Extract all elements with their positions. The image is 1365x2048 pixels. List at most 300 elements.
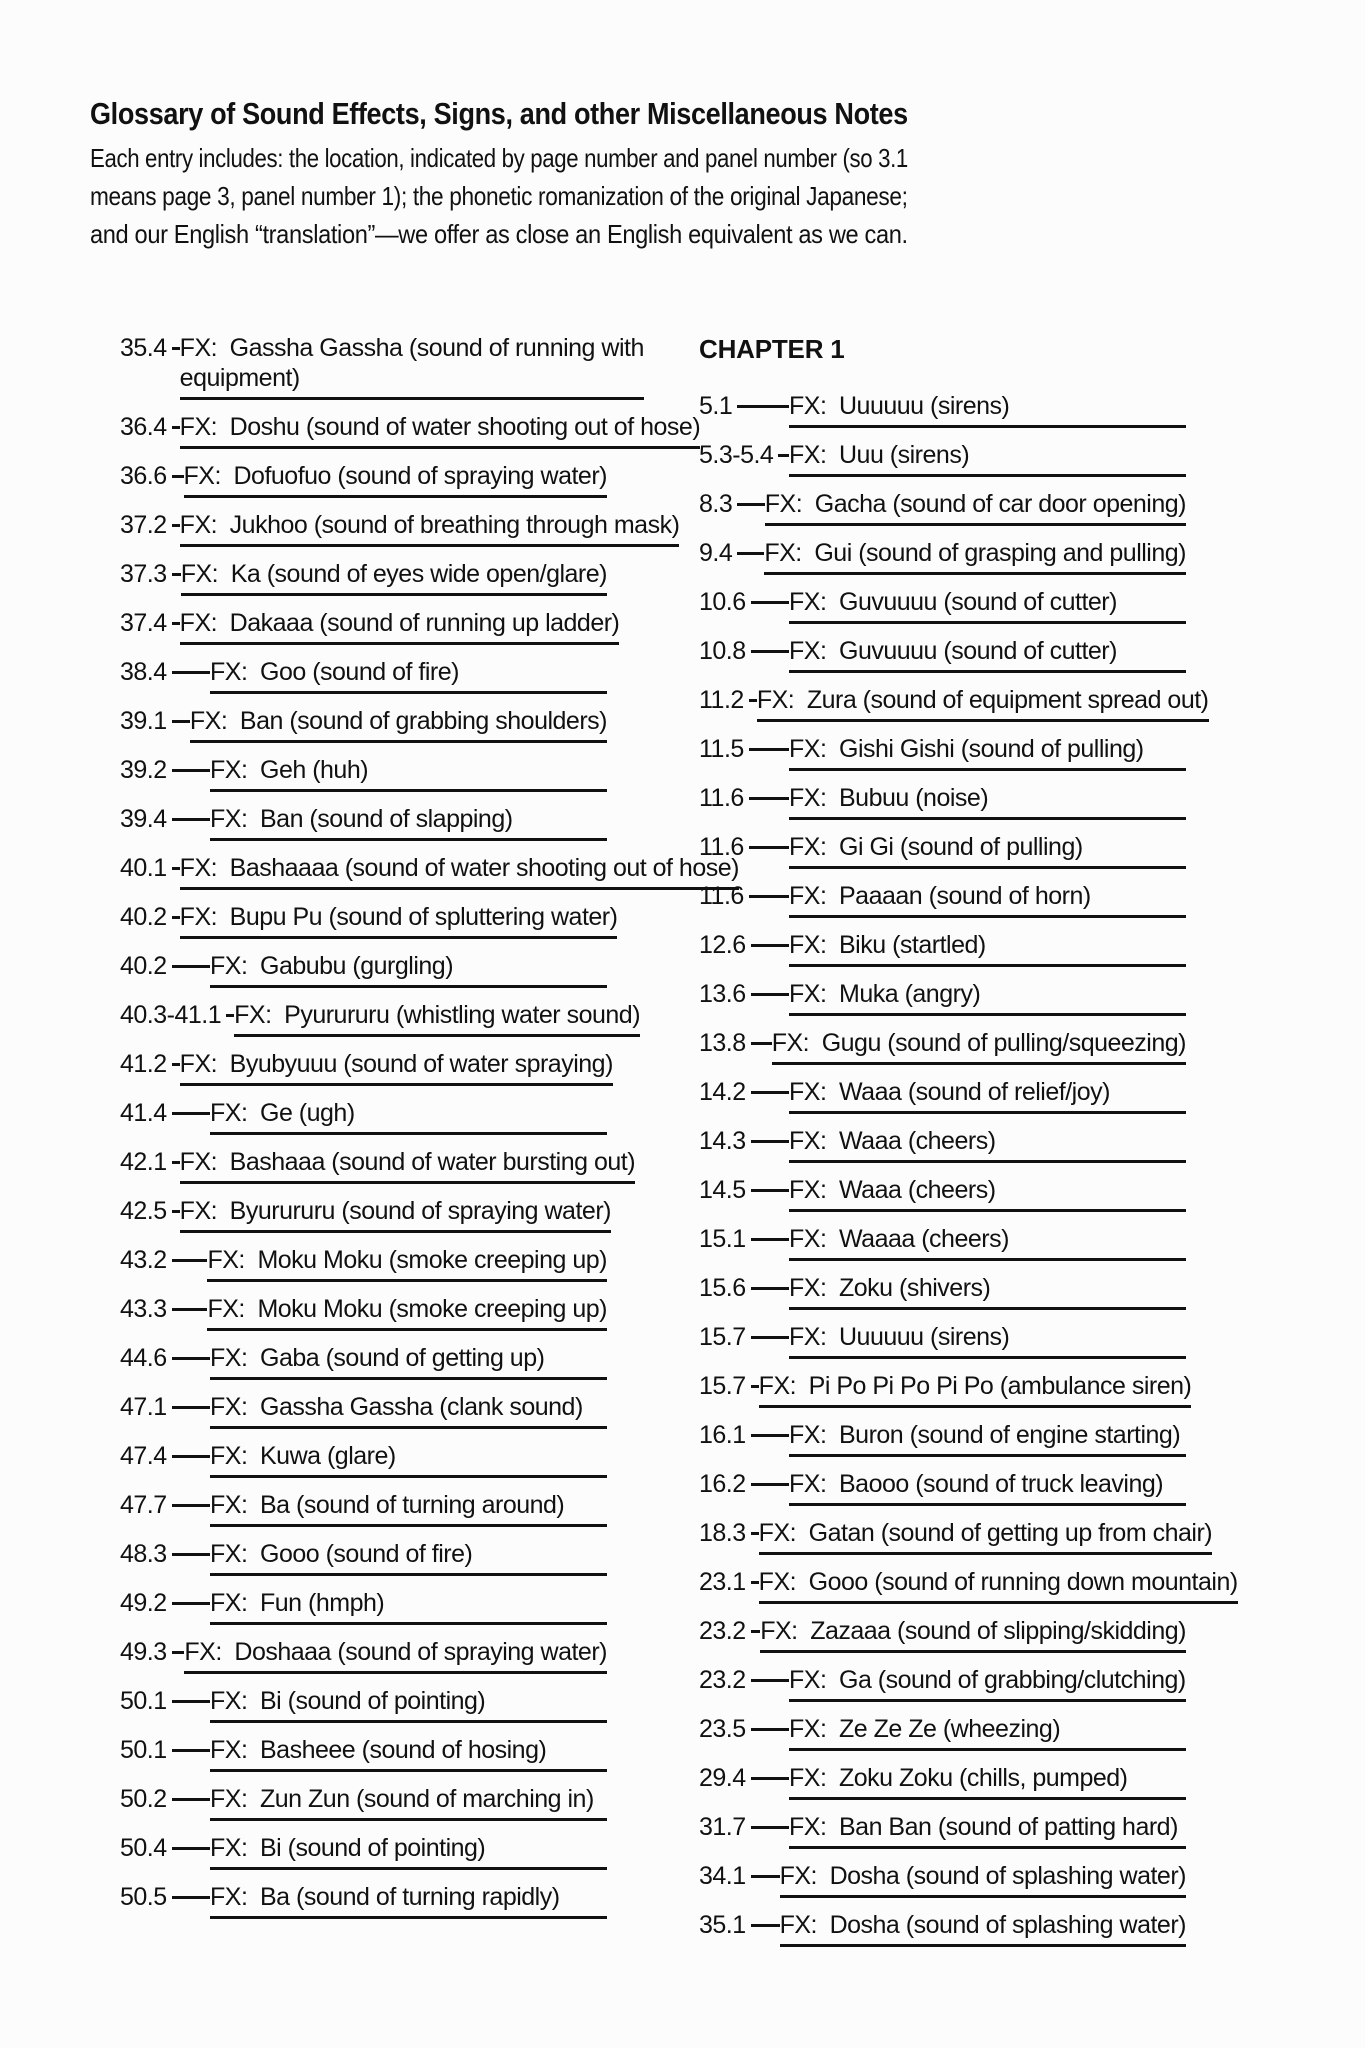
entry-location: 42.5	[120, 1197, 167, 1225]
leader-line	[778, 454, 789, 457]
entry-first-line	[210, 657, 607, 687]
entry-content	[789, 1224, 1186, 1261]
entry-first-line	[190, 706, 607, 736]
fx-label: FX:	[210, 1785, 248, 1813]
fx-label: FX:	[789, 1323, 827, 1351]
entry-content	[780, 1910, 1186, 1947]
leader-line	[751, 993, 789, 996]
entry-first-line	[789, 930, 1186, 960]
entry-first-line	[210, 1392, 607, 1422]
leader-line	[172, 1063, 180, 1066]
glossary-entry	[699, 734, 1186, 771]
fx-label: FX:	[210, 1883, 248, 1911]
entry-text: Buron (sound of engine starting)	[839, 1421, 1181, 1449]
entry-first-line	[180, 608, 620, 638]
entry-text: Doshu (sound of water shooting out of hose)	[229, 413, 701, 441]
glossary-entry	[699, 1028, 1186, 1065]
entry-location: 15.7	[699, 1372, 746, 1400]
entry-location: 23.2	[699, 1617, 746, 1645]
entry-text: Doshaaa (sound of spraying water)	[234, 1638, 607, 1666]
leader-line	[751, 1924, 780, 1927]
entry-first-line	[789, 1224, 1186, 1254]
leader-line	[172, 1651, 185, 1654]
glossary-entry	[699, 1175, 1186, 1212]
entry-first-line	[210, 1539, 607, 1569]
entry-first-line	[210, 1588, 607, 1618]
entry-text: Gui (sound of grasping and pulling)	[814, 539, 1186, 567]
fx-label: FX:	[207, 1246, 245, 1274]
glossary-entry	[699, 1616, 1186, 1653]
leader-line	[751, 1777, 789, 1780]
entry-location: 40.3-41.1	[120, 1001, 222, 1029]
entry-text: Geh (huh)	[260, 756, 369, 784]
entry-content	[180, 608, 620, 645]
entry-text: Uuuuuu (sirens)	[839, 392, 1010, 420]
entry-text: Bi (sound of pointing)	[260, 1834, 486, 1862]
entry-text: Basheee (sound of hosing)	[260, 1736, 547, 1764]
leader-line	[751, 1287, 789, 1290]
fx-label: FX:	[179, 1197, 218, 1225]
entry-content	[210, 804, 607, 841]
entry-content	[759, 1371, 1192, 1408]
fx-label: FX:	[789, 1078, 827, 1106]
entry-location: 14.3	[699, 1127, 746, 1155]
entry-content	[789, 1420, 1186, 1457]
entry-location: 36.4	[120, 413, 167, 441]
entry-content	[789, 1469, 1186, 1506]
entry-first-line	[789, 1077, 1186, 1107]
entry-location: 11.5	[699, 735, 744, 763]
entry-text: Dosha (sound of splashing water)	[829, 1911, 1186, 1939]
leader-line	[172, 1455, 210, 1458]
entry-location: 16.1	[699, 1421, 746, 1449]
entry-first-line	[180, 1196, 611, 1226]
entry-location: 47.1	[120, 1393, 167, 1421]
entry-content	[180, 333, 644, 400]
entry-first-line	[180, 333, 644, 363]
leader-line	[749, 895, 789, 898]
entry-first-line	[764, 538, 1186, 568]
glossary-entry	[120, 1196, 611, 1233]
glossary-entry	[120, 412, 701, 449]
fx-label: FX:	[179, 1148, 218, 1176]
entry-content	[760, 1616, 1186, 1653]
entry-content	[789, 979, 1186, 1016]
fx-label: FX:	[789, 833, 827, 861]
entry-location: 50.1	[120, 1736, 167, 1764]
entry-location: 15.7	[699, 1323, 746, 1351]
entry-text: Dosha (sound of splashing water)	[829, 1862, 1186, 1890]
entry-first-line	[789, 1665, 1186, 1695]
entry-content	[184, 1637, 607, 1674]
glossary-entry	[699, 1910, 1186, 1947]
leader-line	[737, 552, 764, 555]
glossary-entry	[120, 706, 607, 743]
entry-location: 43.3	[120, 1295, 167, 1323]
glossary-entry	[120, 1490, 607, 1527]
glossary-entry	[699, 391, 1186, 428]
glossary-entry	[120, 951, 607, 988]
leader-line	[172, 1210, 180, 1213]
glossary-entry	[120, 510, 680, 547]
entry-text: Waaa (cheers)	[839, 1127, 996, 1155]
entry-first-line	[789, 881, 1186, 911]
entry-content	[210, 1098, 607, 1135]
entry-location: 49.2	[120, 1589, 167, 1617]
fx-label: FX:	[789, 637, 827, 665]
glossary-entry	[120, 1098, 607, 1135]
entry-text: Ge (ugh)	[260, 1099, 355, 1127]
glossary-entry	[699, 783, 1186, 820]
entry-text: Paaaan (sound of horn)	[839, 882, 1091, 910]
leader-line	[751, 1238, 789, 1241]
entry-first-line	[759, 1567, 1238, 1597]
glossary-entry	[699, 979, 1186, 1016]
entry-first-line	[210, 755, 607, 785]
entry-content	[789, 734, 1186, 771]
entry-text: Uuuuuu (sirens)	[839, 1323, 1010, 1351]
glossary-entry	[699, 1567, 1238, 1604]
entry-text: Pyurururu (whistling water sound)	[284, 1001, 641, 1029]
entry-list	[699, 391, 1238, 1947]
glossary-entry	[120, 1637, 607, 1674]
entry-first-line	[789, 1322, 1186, 1352]
fx-label: FX:	[789, 392, 827, 420]
glossary-entry	[120, 1147, 636, 1184]
glossary-entry	[699, 832, 1186, 869]
entry-text: Waaa (cheers)	[839, 1176, 996, 1204]
entry-text: Bubuu (noise)	[839, 784, 989, 812]
entry-location: 11.6	[699, 882, 744, 910]
entry-first-line	[789, 734, 1186, 764]
fx-label: FX:	[180, 560, 219, 588]
entry-content	[210, 1588, 607, 1625]
entry-content	[210, 1490, 607, 1527]
entry-location: 5.3-5.4	[699, 441, 774, 469]
entry-first-line	[210, 1490, 607, 1520]
entry-first-line	[780, 1910, 1186, 1940]
entry-location: 29.4	[699, 1764, 746, 1792]
glossary-entry	[120, 461, 607, 498]
glossary-entry	[120, 1735, 607, 1772]
glossary-entry	[699, 1126, 1186, 1163]
entry-text: Waaaa (cheers)	[839, 1225, 1009, 1253]
leader-line	[749, 699, 757, 702]
entry-text: Gi Gi (sound of pulling)	[839, 833, 1083, 861]
entry-text: Dofuofuo (sound of spraying water)	[233, 462, 607, 490]
entry-text: Moku Moku (smoke creeping up)	[257, 1246, 607, 1274]
entry-text: Dakaaa (sound of running up ladder)	[229, 609, 620, 637]
glossary-entry	[699, 1714, 1186, 1751]
fx-label: FX:	[179, 413, 218, 441]
fx-label: FX:	[210, 1736, 248, 1764]
leader-line	[172, 426, 180, 429]
entry-first-line	[789, 1126, 1186, 1156]
entry-location: 31.7	[699, 1813, 746, 1841]
entry-location: 10.6	[699, 588, 746, 616]
fx-label: FX:	[207, 1295, 245, 1323]
entry-location: 43.2	[120, 1246, 167, 1274]
entry-content	[210, 1392, 607, 1429]
leader-line	[751, 1679, 789, 1682]
glossary-entry	[699, 881, 1186, 918]
entry-content	[789, 1077, 1186, 1114]
glossary-column-right	[699, 333, 1238, 1959]
fx-label: FX:	[789, 1715, 827, 1743]
entry-location: 11.6	[699, 784, 744, 812]
entry-text: Ze Ze Ze (wheezing)	[839, 1715, 1061, 1743]
fx-label: FX:	[789, 1813, 827, 1841]
leader-line	[172, 818, 210, 821]
entry-location: 39.1	[120, 707, 167, 735]
leader-line	[751, 1875, 780, 1878]
leader-line	[751, 1091, 789, 1094]
entry-content	[789, 1322, 1186, 1359]
leader-line	[172, 867, 180, 870]
leader-line	[172, 1308, 208, 1311]
leader-line	[172, 1357, 210, 1360]
entry-first-line	[180, 1049, 613, 1079]
glossary-entry	[120, 608, 620, 645]
entry-content	[210, 1539, 607, 1576]
leader-line	[751, 1042, 772, 1045]
entry-text: Ka (sound of eyes wide open/glare)	[230, 560, 607, 588]
fx-label: FX:	[789, 441, 827, 469]
entry-location: 15.1	[699, 1225, 746, 1253]
glossary-entry	[120, 1343, 607, 1380]
entry-first-line	[180, 1147, 635, 1177]
entry-text: Bi (sound of pointing)	[260, 1687, 486, 1715]
leader-line	[751, 1826, 789, 1829]
entry-content	[210, 1441, 607, 1478]
leader-line	[172, 1259, 208, 1262]
fx-label: FX:	[758, 1568, 797, 1596]
entry-first-line	[210, 1882, 607, 1912]
entry-first-line	[789, 440, 1186, 470]
fx-label: FX:	[179, 903, 218, 931]
entry-location: 40.1	[120, 854, 167, 882]
entry-text: Zazaaa (sound of slipping/skidding)	[810, 1617, 1186, 1645]
entry-text: Gacha (sound of car door opening)	[814, 490, 1186, 518]
entry-location: 40.2	[120, 952, 167, 980]
fx-label: FX:	[764, 539, 802, 567]
fx-label: FX:	[179, 334, 218, 362]
entry-location: 44.6	[120, 1344, 167, 1372]
glossary-entry	[699, 685, 1209, 722]
leader-line	[737, 405, 789, 408]
entry-location: 47.4	[120, 1442, 167, 1470]
entry-text: Kuwa (glare)	[260, 1442, 396, 1470]
entry-content	[789, 391, 1186, 428]
entry-text: Fun (hmph)	[260, 1589, 385, 1617]
entry-text: Biku (startled)	[839, 931, 986, 959]
glossary-header	[90, 94, 908, 253]
leader-line	[749, 846, 789, 849]
entry-location: 48.3	[120, 1540, 167, 1568]
leader-line	[172, 1896, 210, 1899]
entry-location: 47.7	[120, 1491, 167, 1519]
entry-location: 14.2	[699, 1078, 746, 1106]
fx-label: FX:	[779, 1862, 817, 1890]
leader-line	[751, 944, 789, 947]
entry-first-line	[180, 412, 700, 442]
fx-label: FX:	[789, 1176, 827, 1204]
fx-label: FX:	[789, 1225, 827, 1253]
entry-text: Ba (sound of turning around)	[260, 1491, 565, 1519]
entry-first-line	[210, 1833, 607, 1863]
leader-line	[172, 1847, 210, 1850]
glossary-entry	[120, 1441, 607, 1478]
fx-label: FX:	[758, 1519, 797, 1547]
entry-content	[210, 1784, 607, 1821]
leader-line	[172, 769, 210, 772]
fx-label: FX:	[234, 1001, 272, 1029]
entry-first-line	[210, 1098, 607, 1128]
entry-content	[789, 440, 1186, 477]
entry-location: 9.4	[699, 539, 733, 567]
leader-line	[172, 1161, 180, 1164]
leader-line	[749, 797, 789, 800]
entry-first-line	[759, 1518, 1212, 1548]
entry-content	[764, 538, 1186, 575]
entry-location: 35.1	[699, 1911, 746, 1939]
entry-first-line	[789, 1714, 1186, 1744]
entry-text: Gabubu (gurgling)	[260, 952, 454, 980]
leader-line	[172, 1112, 210, 1115]
entry-location: 35.4	[120, 334, 167, 362]
entry-text: Zoku Zoku (chills, pumped)	[839, 1764, 1128, 1792]
entry-location: 11.6	[699, 833, 744, 861]
glossary-entry	[699, 1322, 1186, 1359]
entry-text: Ban (sound of slapping)	[260, 805, 513, 833]
entry-first-line	[210, 1784, 607, 1814]
glossary-entry	[120, 1049, 613, 1086]
fx-label: FX:	[789, 588, 827, 616]
entry-text: Uuu (sirens)	[839, 441, 970, 469]
entry-content	[789, 783, 1186, 820]
entry-first-line	[765, 489, 1186, 519]
entry-text: Waaa (sound of relief/joy)	[839, 1078, 1110, 1106]
entry-content	[210, 1343, 607, 1380]
leader-line	[172, 1553, 210, 1556]
glossary-entry	[120, 559, 607, 596]
glossary-entry	[120, 333, 644, 400]
glossary-entry	[120, 1294, 607, 1331]
fx-label: FX:	[179, 1050, 218, 1078]
entry-text: Bashaaaa (sound of water shooting out of hose)	[229, 854, 739, 882]
entry-content	[234, 1000, 640, 1037]
entry-first-line	[180, 510, 680, 540]
fx-label: FX:	[760, 1617, 798, 1645]
leader-line	[751, 601, 789, 604]
leader-line	[172, 347, 180, 350]
entry-first-line	[210, 1735, 607, 1765]
fx-label: FX:	[184, 1638, 222, 1666]
entry-text: Byubyuuu (sound of water spraying)	[229, 1050, 613, 1078]
entry-location: 39.2	[120, 756, 167, 784]
fx-label: FX:	[789, 1421, 827, 1449]
entry-location: 50.1	[120, 1687, 167, 1715]
fx-label: FX:	[789, 931, 827, 959]
entry-first-line	[789, 636, 1186, 666]
entry-text: Gugu (sound of pulling/squeezing)	[821, 1029, 1186, 1057]
entry-location: 23.5	[699, 1715, 746, 1743]
entry-first-line	[780, 1861, 1186, 1891]
entry-text: Ban Ban (sound of patting hard)	[839, 1813, 1178, 1841]
fx-label: FX:	[210, 658, 248, 686]
leader-line	[172, 1406, 210, 1409]
entry-location: 36.6	[120, 462, 167, 490]
entry-text-continued: equipment)	[179, 364, 300, 392]
entry-content	[184, 461, 608, 498]
glossary-entry	[699, 930, 1186, 967]
leader-line	[172, 1602, 210, 1605]
entry-first-line	[789, 391, 1186, 421]
fx-label: FX:	[789, 1274, 827, 1302]
entry-first-line	[210, 1441, 607, 1471]
fx-label: FX:	[779, 1911, 817, 1939]
glossary-entry	[699, 636, 1186, 673]
entry-content	[181, 559, 607, 596]
entry-content	[789, 1665, 1186, 1702]
entry-first-line	[207, 1245, 607, 1275]
fx-label: FX:	[210, 1540, 248, 1568]
entry-location: 11.2	[699, 686, 744, 714]
leader-line	[749, 748, 789, 751]
entry-content	[789, 881, 1186, 918]
glossary-entry	[120, 1833, 607, 1870]
fx-label: FX:	[789, 980, 827, 1008]
fx-label: FX:	[789, 1127, 827, 1155]
glossary-entry	[699, 1371, 1192, 1408]
entry-text: Jukhoo (sound of breathing through mask)	[229, 511, 680, 539]
entry-content	[210, 951, 607, 988]
fx-label: FX:	[210, 1834, 248, 1862]
leader-line	[172, 524, 180, 527]
entry-content	[789, 1126, 1186, 1163]
fx-label: FX:	[179, 854, 218, 882]
entry-location: 14.5	[699, 1176, 746, 1204]
leader-line	[172, 965, 210, 968]
entry-first-line	[789, 1763, 1186, 1793]
leader-line	[751, 1140, 789, 1143]
entry-location: 39.4	[120, 805, 167, 833]
entry-location: 50.5	[120, 1883, 167, 1911]
glossary-entry	[699, 1469, 1186, 1506]
glossary-entry	[120, 1686, 607, 1723]
entry-location: 18.3	[699, 1519, 746, 1547]
entry-text: Ba (sound of turning rapidly)	[260, 1883, 560, 1911]
entry-content	[180, 853, 739, 890]
entry-first-line	[759, 1371, 1192, 1401]
entry-first-line	[210, 1343, 607, 1373]
leader-line	[751, 1385, 759, 1388]
glossary-entry	[699, 1077, 1186, 1114]
leader-line	[172, 1504, 210, 1507]
entry-location: 42.1	[120, 1148, 167, 1176]
leader-line	[172, 671, 210, 674]
glossary-entry	[699, 440, 1186, 477]
entry-first-line	[184, 461, 608, 491]
fx-label: FX:	[758, 1372, 797, 1400]
entry-text: Pi Po Pi Po Pi Po (ambulance siren)	[808, 1372, 1192, 1400]
entry-content	[210, 755, 607, 792]
fx-label: FX:	[789, 735, 827, 763]
glossary-entry	[699, 1812, 1186, 1849]
leader-line	[751, 1532, 759, 1535]
entry-content	[180, 902, 618, 939]
glossary-entry	[699, 1665, 1186, 1702]
